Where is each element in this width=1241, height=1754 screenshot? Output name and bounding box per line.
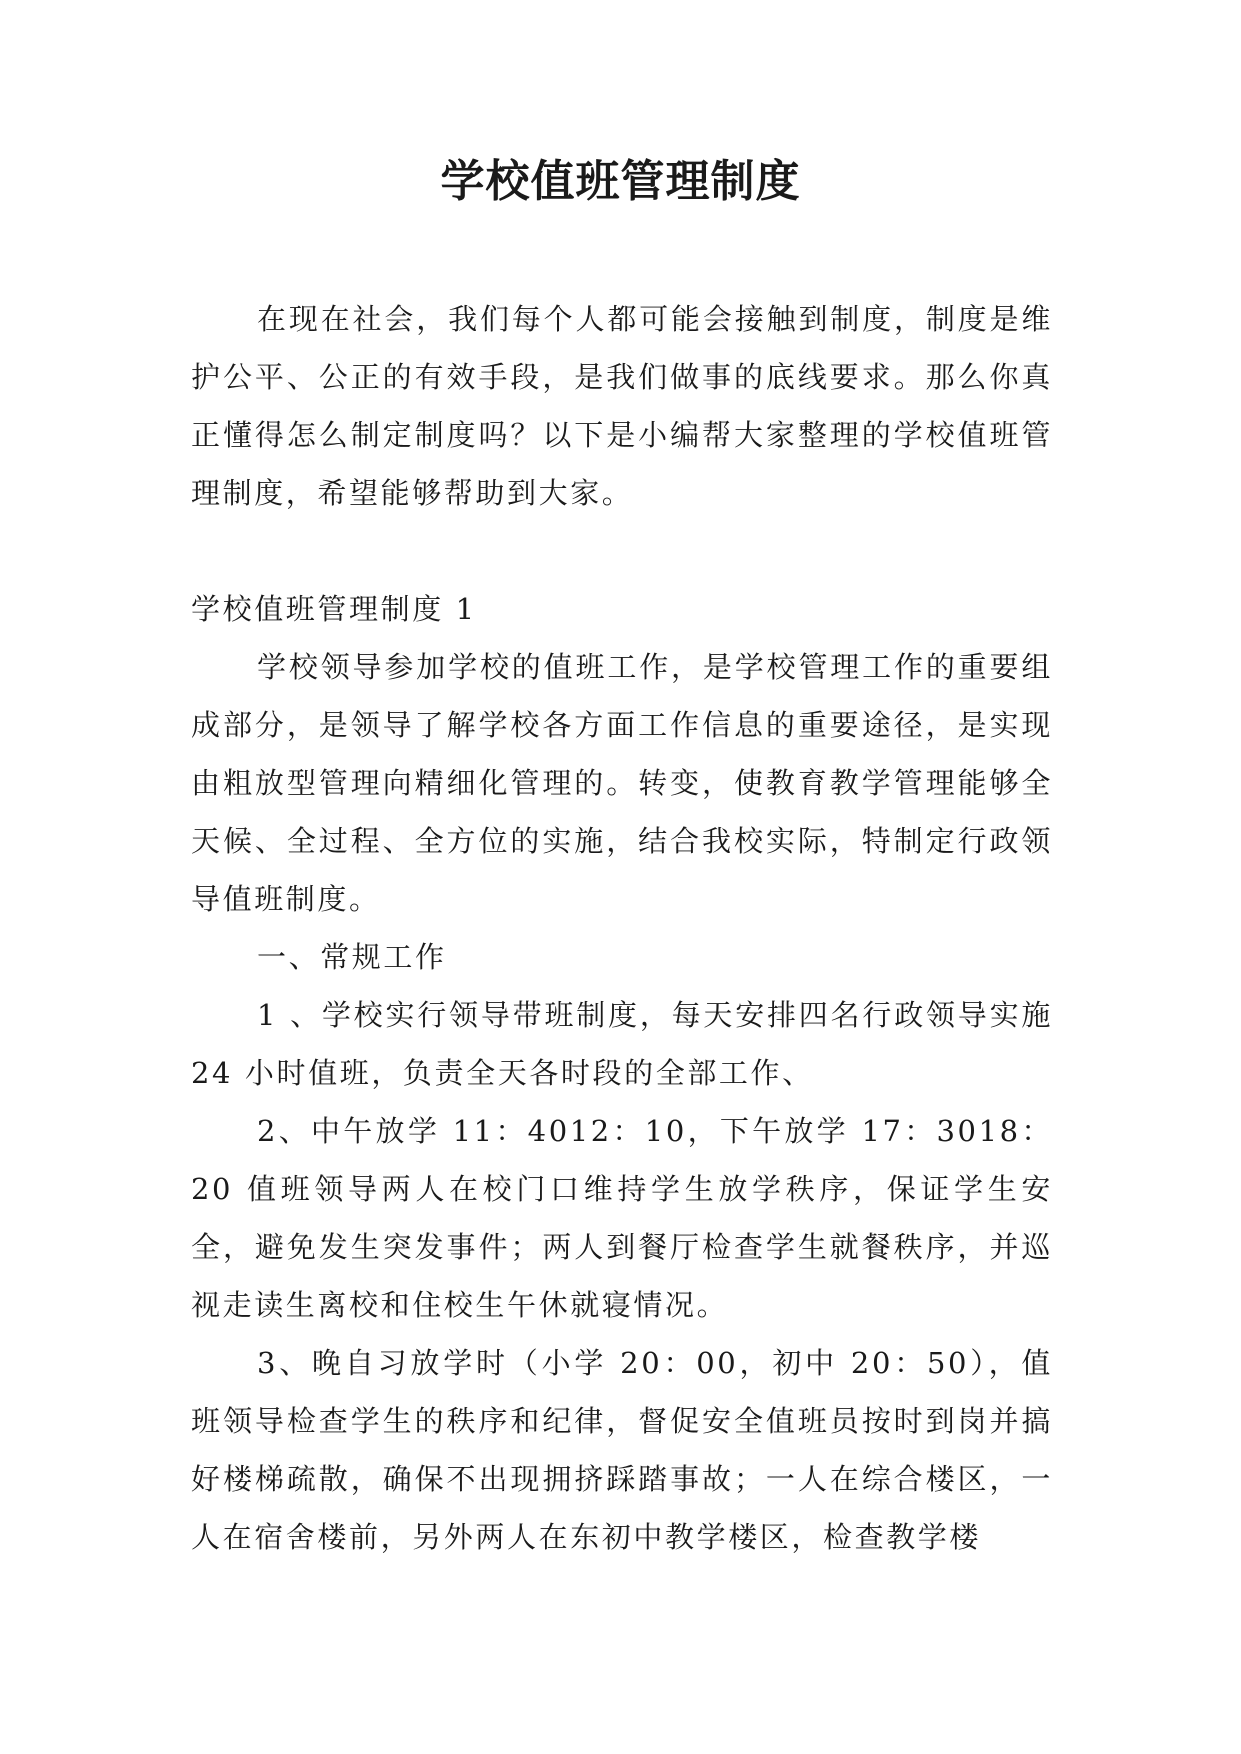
body-paragraph-3: 2、中午放学 11：4012：10，下午放学 17：3018：20 值班领导两人在校门口维持学生放学秩序，保证学生安全，避免发生突发事件；两人到餐厅检查学生就餐秩序，并巡视走读生离校和住校生午休就寝情况。 xyxy=(191,1114,1053,1322)
document-body xyxy=(191,290,1053,1566)
intro-paragraph: 在现在社会，我们每个人都可能会接触到制度，制度是维护公平、公正的有效手段，是我们做事的底线要求。那么你真正懂得怎么制定制度吗？以下是小编帮大家整理的学校值班管理制度，希望能够帮助到大家。 xyxy=(191,302,1053,510)
section-heading: 学校值班管理制度 1 xyxy=(191,592,477,626)
body-paragraph-1: 学校领导参加学校的值班工作，是学校管理工作的重要组成部分，是领导了解学校各方面工作信息的重要途径，是实现由粗放型管理向精细化管理的。转变，使教育教学管理能够全天候、全过程、全方位的实施，结合我校实际，特制定行政领导值班制度。 xyxy=(191,650,1053,916)
subsection-heading: 一、常规工作 xyxy=(257,940,447,974)
document-title: 学校值班管理制度 xyxy=(440,156,801,207)
body-paragraph-2: 1 、学校实行领导带班制度，每天安排四名行政领导实施 24 小时值班，负责全天各时段的全部工作、 xyxy=(191,998,1053,1090)
body-paragraph-4: 3、晚自习放学时（小学 20：00，初中 20：50），值班领导检查学生的秩序和纪律，督促安全值班员按时到岗并搞好楼梯疏散，确保不出现拥挤踩踏事故；一人在综合楼区，一人在宿舍楼前，另外两人在东初中教学楼区，检查教学楼 xyxy=(191,1346,1053,1554)
